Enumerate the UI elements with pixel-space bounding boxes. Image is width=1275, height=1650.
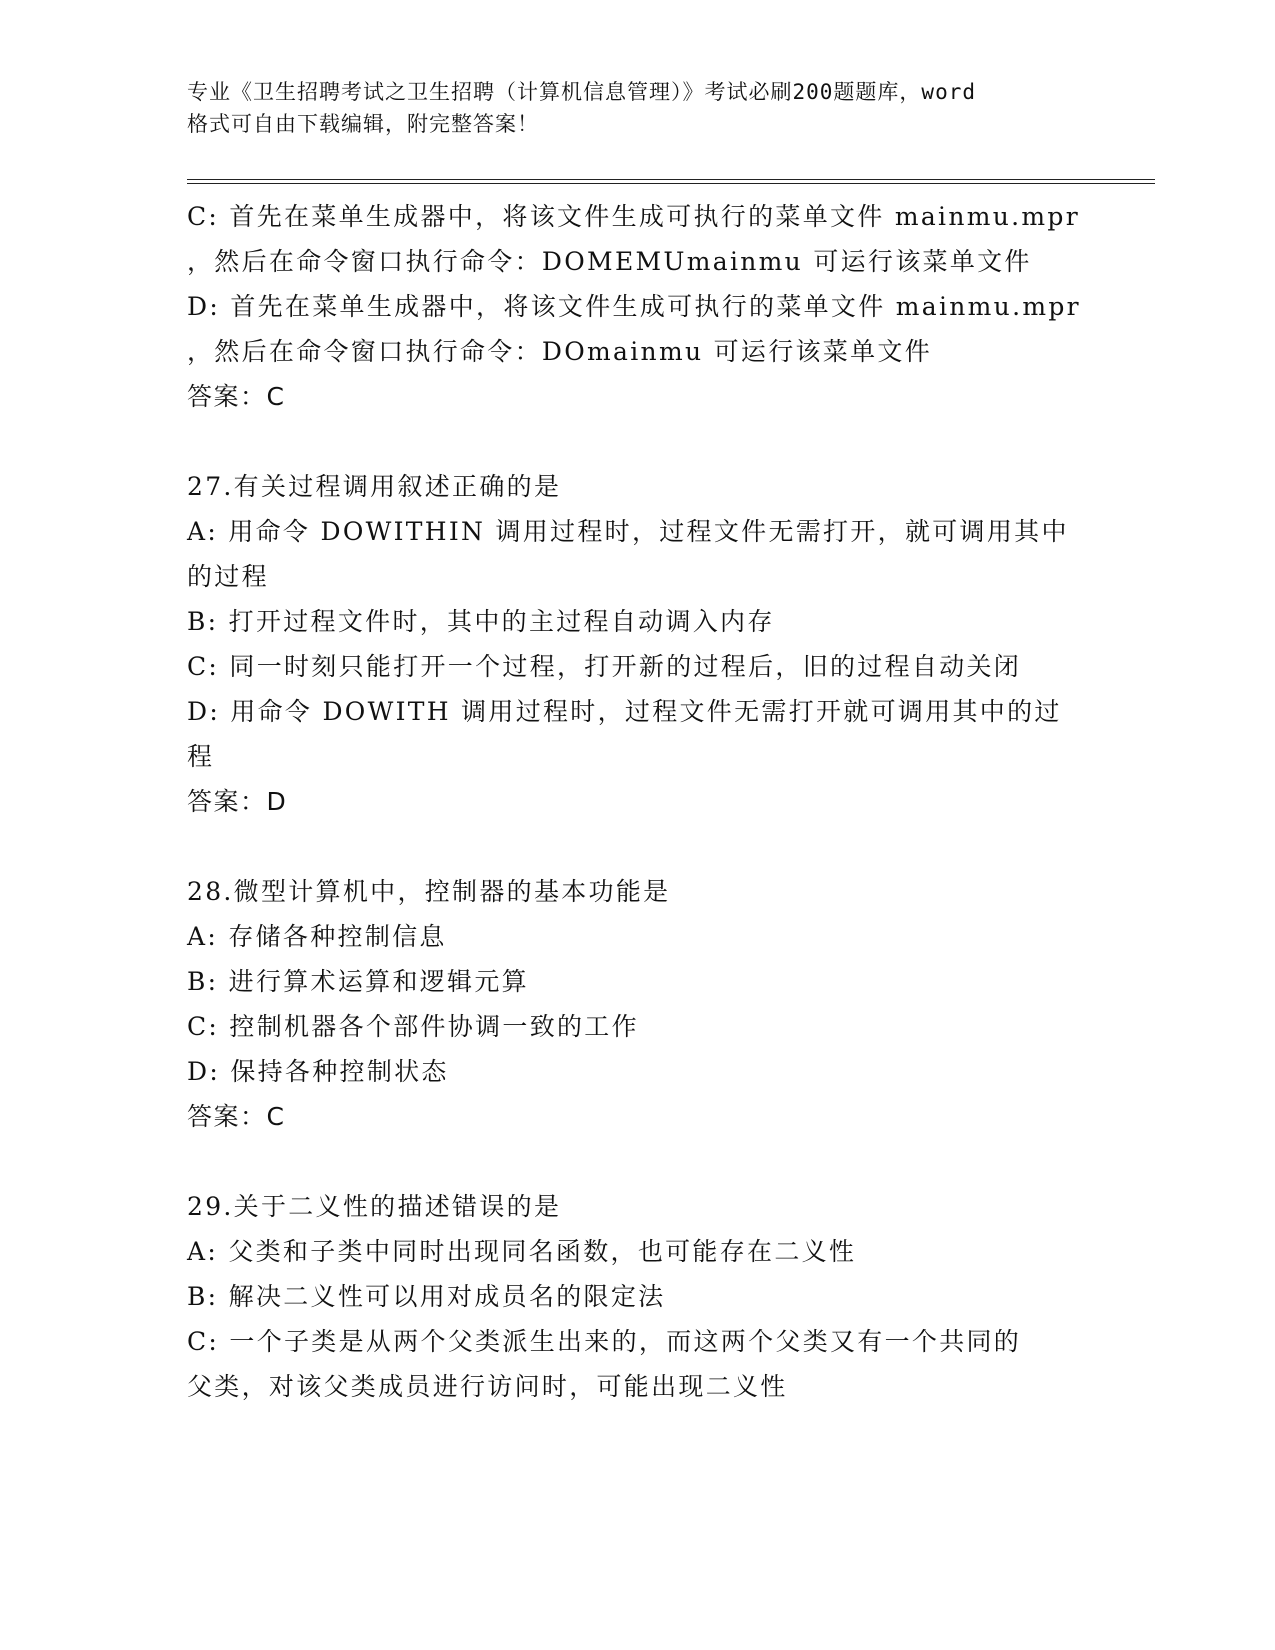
option-a-line-1: A: 用命令 DOWITHIN 调用过程时，过程文件无需打开，就可调用其中 bbox=[187, 517, 1069, 546]
option-c-line-2: 父类，对该父类成员进行访问时，可能出现二义性 bbox=[187, 1372, 788, 1401]
answer-27: 答案：D bbox=[187, 787, 288, 816]
option-c-line-1: C: 首先在菜单生成器中，将该文件生成可执行的菜单文件 mainmu.mpr bbox=[187, 202, 1080, 231]
option-d-line-1: D: 首先在菜单生成器中，将该文件生成可执行的菜单文件 mainmu.mpr bbox=[187, 292, 1081, 321]
header-title-line-1: 专业《卫生招聘考试之卫生招聘（计算机信息管理）》考试必刷200题题库，word bbox=[187, 80, 976, 104]
option-c: C: 同一时刻只能打开一个过程，打开新的过程后，旧的过程自动关闭 bbox=[187, 652, 1022, 681]
option-a-line-2: 的过程 bbox=[187, 562, 269, 591]
header-divider-top bbox=[187, 179, 1155, 180]
option-c-line-1: C: 一个子类是从两个父类派生出来的，而这两个父类又有一个共同的 bbox=[187, 1327, 1022, 1356]
option-b: B: 打开过程文件时，其中的主过程自动调入内存 bbox=[187, 607, 775, 636]
header-title-line-2: 格式可自由下载编辑，附完整答案！ bbox=[187, 112, 539, 136]
question-27 bbox=[187, 464, 1087, 824]
question-gap bbox=[187, 419, 1087, 464]
page-header bbox=[187, 76, 1087, 140]
question-27-stem: 27.有关过程调用叙述正确的是 bbox=[187, 472, 562, 501]
option-c-line-2: ，然后在命令窗口执行命令：DOMEMUmainmu 可运行该菜单文件 bbox=[187, 247, 1032, 276]
question-28-stem: 28.微型计算机中，控制器的基本功能是 bbox=[187, 877, 671, 906]
question-gap bbox=[187, 824, 1087, 869]
option-d-line-2: 程 bbox=[187, 742, 215, 771]
option-a: A: 存储各种控制信息 bbox=[187, 922, 447, 951]
header-divider-bottom bbox=[187, 183, 1155, 184]
question-gap bbox=[187, 1139, 1087, 1184]
option-b: B: 进行算术运算和逻辑元算 bbox=[187, 967, 529, 996]
option-d: D: 保持各种控制状态 bbox=[187, 1057, 449, 1086]
option-c: C: 控制机器各个部件协调一致的工作 bbox=[187, 1012, 639, 1041]
option-d-line-1: D: 用命令 DOWITH 调用过程时，过程文件无需打开就可调用其中的过 bbox=[187, 697, 1062, 726]
document-body bbox=[187, 194, 1087, 1409]
question-26-tail bbox=[187, 194, 1087, 419]
option-b: B: 解决二义性可以用对成员名的限定法 bbox=[187, 1282, 666, 1311]
answer-26: 答案：C bbox=[187, 382, 286, 411]
question-29 bbox=[187, 1184, 1087, 1409]
option-d-line-2: ，然后在命令窗口执行命令：DOmainmu 可运行该菜单文件 bbox=[187, 337, 933, 366]
question-28 bbox=[187, 869, 1087, 1139]
option-a: A: 父类和子类中同时出现同名函数，也可能存在二义性 bbox=[187, 1237, 857, 1266]
answer-28: 答案：C bbox=[187, 1102, 286, 1131]
question-29-stem: 29.关于二义性的描述错误的是 bbox=[187, 1192, 562, 1221]
